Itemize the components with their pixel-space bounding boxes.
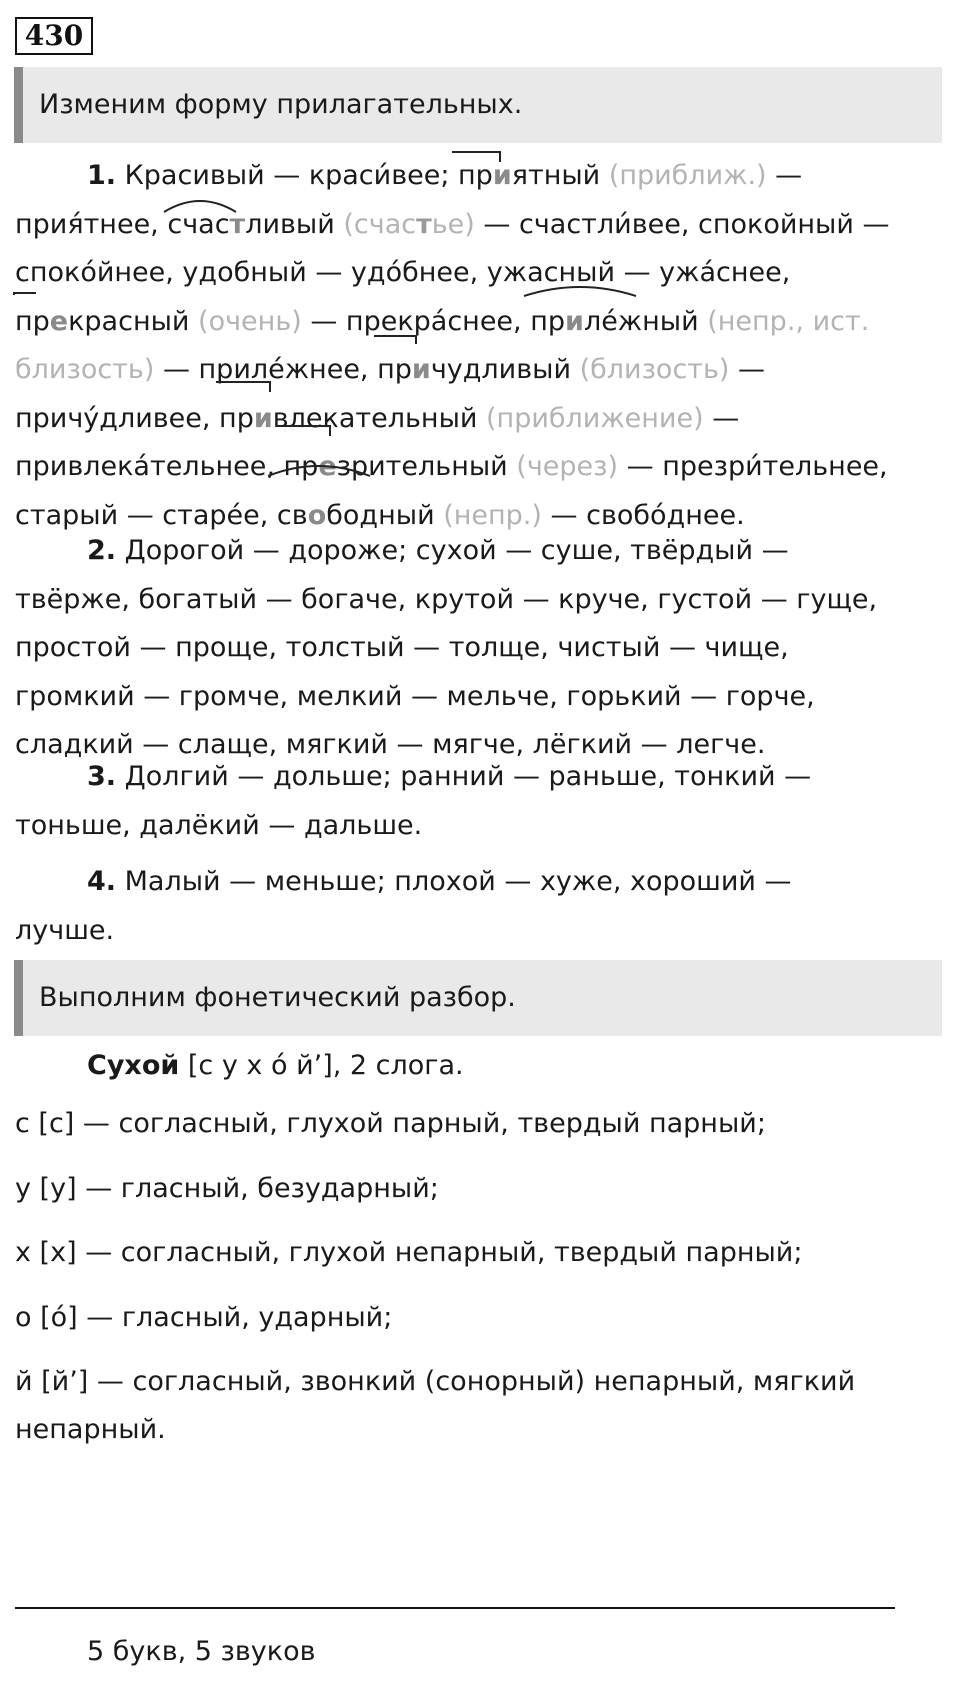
para1-line-4	[15, 298, 950, 347]
phonetic-analysis	[15, 1042, 950, 1454]
section-banner-phonetic: Выполним фонетический разбор.	[14, 960, 942, 1036]
text: —	[703, 402, 740, 434]
text: Малый — меньше; плохой — хуже, хороший —	[116, 866, 792, 897]
text: споко́йнее, удобный — удо́бнее, ужасный — ужа́снее,	[15, 257, 791, 288]
text: ливый	[245, 208, 344, 240]
item-number: 3.	[87, 761, 117, 792]
item-number: 4.	[87, 866, 117, 897]
sound-row-5-cont: непарный.	[15, 1414, 166, 1445]
separator-line	[15, 1607, 895, 1609]
hint-text: (близость)	[579, 354, 730, 385]
transcription: [с у х о́ й’], 2 слога.	[179, 1050, 464, 1081]
hint-text: ье)	[431, 208, 475, 240]
text: красный	[68, 305, 199, 337]
highlight-letter: и	[492, 160, 512, 191]
hint-text: (через)	[516, 451, 619, 482]
item-number: 2.	[87, 535, 117, 566]
hint-text: (очень)	[198, 305, 302, 337]
text: причу́дливее, пр	[15, 402, 254, 434]
hint-text: (непр., ист.	[707, 305, 870, 337]
hint-text: близость)	[15, 354, 155, 385]
text: Дорогой — дороже; сухой — суше, твёрдый —	[116, 535, 789, 566]
text: бодный	[326, 499, 444, 531]
para2-line-5: сладкий — слаще, мягкий — мягче, лёгкий — легче.	[15, 729, 766, 760]
text: —	[766, 160, 803, 191]
text: привлека́тельнее, пр	[15, 451, 319, 482]
text: —	[729, 354, 766, 385]
sound-row-2: у [у] — гласный, безударный;	[15, 1172, 439, 1204]
hint-text: (приближ.)	[608, 160, 767, 191]
highlight-letter: т	[229, 208, 246, 240]
text: — прекра́снее, пр	[301, 305, 566, 337]
para1-line-7	[15, 443, 950, 492]
summary-footer: 5 букв, 5 звуков	[87, 1636, 316, 1667]
text: ятный	[511, 160, 609, 191]
text: влекательный	[272, 402, 487, 434]
text: — свобо́днее.	[541, 499, 745, 531]
hint-highlight-letter: т	[416, 208, 432, 240]
sound-row-5: й [й’] — согласный, звонкий (сонорный) непарный, мягкий	[15, 1366, 856, 1397]
para1-line-5	[15, 346, 950, 395]
highlight-letter: и	[411, 354, 431, 385]
para3-line-2: тоньше, далёкий — дальше.	[15, 809, 423, 841]
text: Красивый — краси́вее; пр	[116, 160, 493, 191]
text: — приле́жнее, пр	[154, 354, 412, 385]
para1-line-2	[15, 201, 950, 250]
para1-line-3	[15, 249, 950, 298]
para1-line-1	[15, 152, 950, 201]
paragraph-2	[15, 527, 950, 770]
paragraph-1	[15, 152, 950, 540]
phonetic-header	[15, 1042, 950, 1090]
hint-text: (непр.)	[443, 499, 542, 531]
highlight-letter: е	[49, 305, 69, 337]
section-banner-adjectives: Изменим форму прилагательных.	[14, 67, 942, 143]
text: пр	[15, 305, 50, 337]
sound-row-3: х [х] — согласный, глухой непарный, твердый парный;	[15, 1237, 803, 1268]
para1-line-6	[15, 395, 950, 444]
para2-line-4: громкий — громче, мелкий — мельче, горький — горче,	[15, 680, 815, 712]
para2-line-1	[15, 527, 950, 576]
text: зрительный	[336, 451, 517, 482]
para2-line-3: простой — проще, толстый — толще, чистый — чище,	[15, 632, 789, 663]
item-number: 1.	[87, 160, 117, 191]
highlight-letter: е	[318, 451, 337, 482]
text: старый — старе́е, св	[15, 499, 308, 531]
sound-row-4: о [о́] — гласный, ударный;	[15, 1301, 393, 1333]
highlight-letter: и	[253, 402, 273, 434]
sound-row-1: с [с] — согласный, глухой парный, твердый парный;	[15, 1108, 766, 1139]
text: ле́жный	[583, 305, 708, 337]
hint-text: (приближение)	[486, 402, 704, 434]
para3-line-1	[15, 753, 950, 802]
text: Долгий — дольше; ранний — раньше, тонкий —	[116, 761, 812, 792]
text: — презри́тельнее,	[618, 451, 888, 482]
analysed-word: Сухой	[87, 1050, 180, 1081]
text: прия́тнее, счас	[15, 208, 230, 240]
paragraph-4	[15, 858, 950, 955]
paragraph-3	[15, 753, 950, 850]
highlight-letter: и	[565, 305, 584, 337]
para4-line-1	[15, 858, 950, 907]
text: — счастли́вее, спокойный —	[474, 208, 890, 240]
highlight-letter: о	[307, 499, 327, 531]
exercise-number: 430	[15, 17, 93, 55]
para4-line-2: лучше.	[15, 914, 115, 946]
para2-line-2: твёрже, богатый — богаче, крутой — круче, густой — гуще,	[15, 583, 878, 615]
hint-text: (счас	[343, 208, 417, 240]
text: чудливый	[430, 354, 580, 385]
